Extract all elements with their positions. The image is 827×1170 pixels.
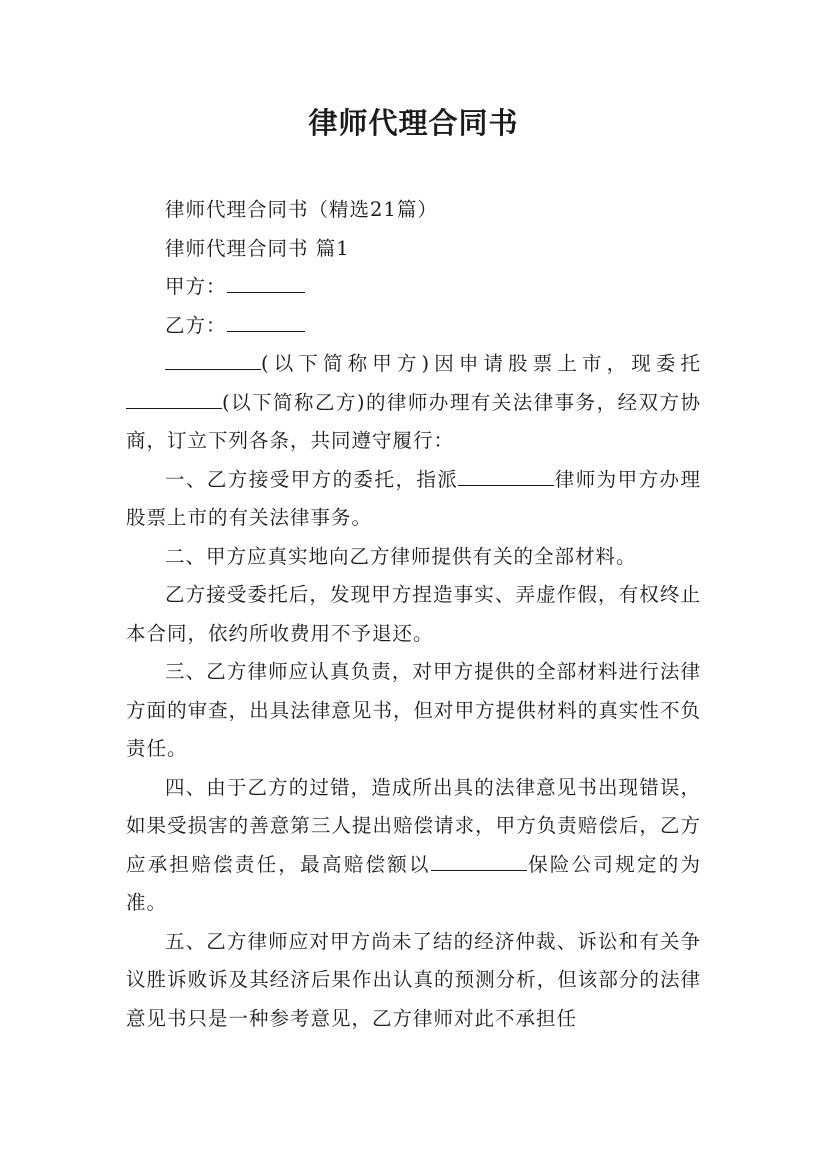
document-title: 律师代理合同书 (308, 106, 519, 140)
clause-4-insurer-blank (431, 849, 527, 870)
party-a-line: 甲方： (126, 268, 701, 307)
clause-1-lawyer-blank (458, 464, 554, 485)
clause-2-note: 乙方接受委托后，发现甲方捏造事实、弄虚作假，有权终止本合同，依约所收费用不予退还。 (126, 583, 701, 645)
intro-paragraph: (以下简称甲方)因申请股票上市，现委托(以下简称乙方)的律师办理有关法律事务，经双方协商，订立下列各条，共同遵守履行： (126, 345, 701, 461)
clause-1: 一、乙方接受甲方的委托，指派 律师为甲方办理股票上市的有关法律事务。 (126, 461, 701, 538)
party-a-blank (227, 272, 305, 293)
clause-3: 三、乙方律师应认真负责，对甲方提供的全部材料进行法律方面的审查，出具法律意见书，但对甲方提供材料的真实性不负责任。 (126, 660, 701, 760)
clause-5: 五、乙方律师应对甲方尚未了结的经济仲裁、诉讼和有关争议胜诉败诉及其经济后果作出认真的预测分析，但该部分的法律意见书只是一种参考意见，乙方律师对此不承担任 (126, 929, 701, 1030)
section-heading: 律师代理合同书 篇1 (165, 236, 350, 260)
intro-blank-party-a (165, 349, 261, 370)
clause-4: 四、由于乙方的过错，造成所出具的法律意见书出现错误，如果受损害的善意第三人提出赔偿请求，甲方负责赔偿后，乙方应承担赔偿责任，最高赔偿额以 保险公司规定的为准。 (126, 775, 701, 914)
party-b-line: 乙方： (126, 307, 701, 346)
clause-2: 二、甲方应真实地向乙方律师提供有关的全部材料。 (165, 544, 637, 568)
party-b-blank (227, 310, 305, 331)
document-body (126, 191, 701, 1038)
document-subtitle: 律师代理合同书（精选21篇） (165, 198, 438, 221)
intro-blank-party-b (126, 387, 222, 408)
